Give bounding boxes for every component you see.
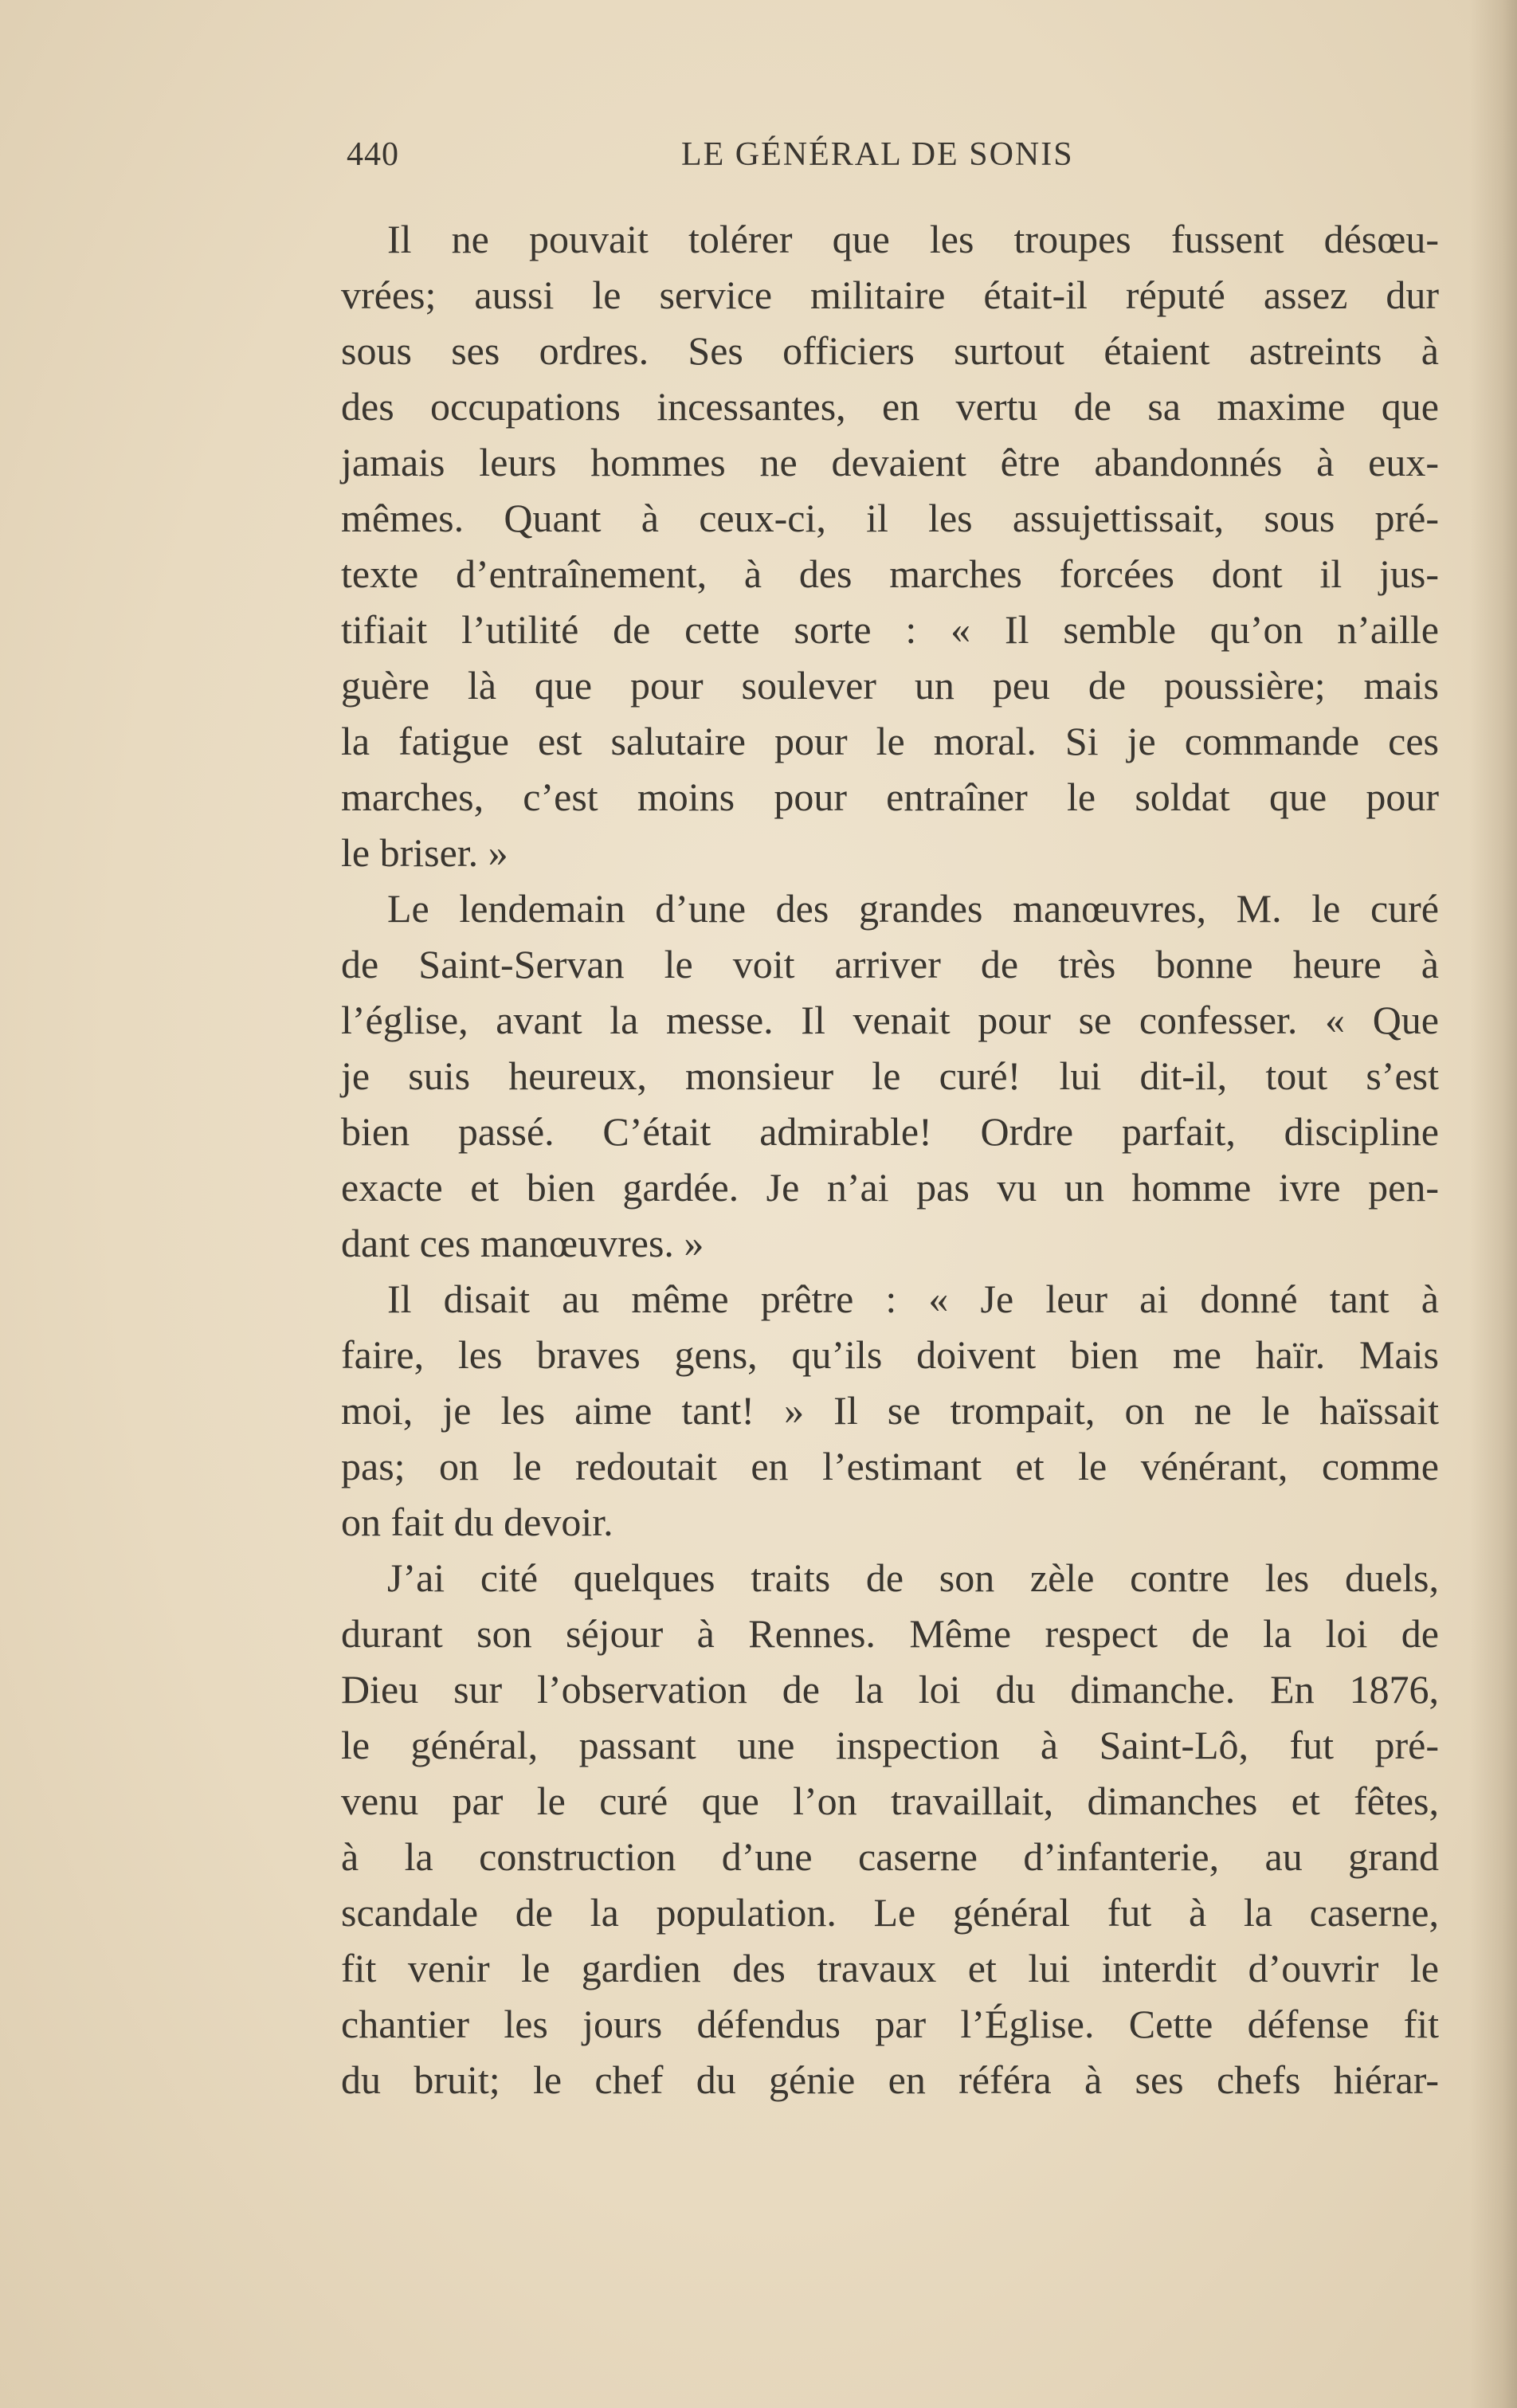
text-line: faire, les braves gens, qu’ils doivent bien me haïr. Mais <box>341 1332 1439 1377</box>
text-line: le briser. » <box>341 830 508 875</box>
text-line: marches, c’est moins pour entraîner le soldat que pour <box>341 775 1439 819</box>
text-line: Le lendemain d’une des grandes manœuvres, M. le curé <box>387 886 1439 931</box>
text-line: sous ses ordres. Ses officiers surtout étaient astreints à <box>341 328 1439 373</box>
text-line: fit venir le gardien des travaux et lui interdit d’ouvrir le <box>341 1946 1439 1990</box>
text-line: mêmes. Quant à ceux-ci, il les assujettissait, sous pré- <box>341 496 1439 540</box>
text-line: scandale de la population. Le général fut à la caserne, <box>341 1890 1439 1935</box>
text-line: guère là que pour soulever un peu de poussière; mais <box>341 663 1439 708</box>
text-line: chantier les jours défendus par l’Église. Cette défense fit <box>341 2002 1439 2046</box>
text-line: l’église, avant la messe. Il venait pour se confesser. « Que <box>341 998 1439 1042</box>
text-line: tifiait l’utilité de cette sorte : « Il semble qu’on n’aille <box>341 607 1439 652</box>
text-line: de Saint-Servan le voit arriver de très bonne heure à <box>341 942 1439 986</box>
text-line: du bruit; le chef du génie en référa à ses chefs hiérar- <box>341 2057 1439 2102</box>
text-line: pas; on le redoutait en l’estimant et le vénérant, comme <box>341 1444 1439 1488</box>
text-line: J’ai cité quelques traits de son zèle contre les duels, <box>387 1555 1439 1600</box>
text-line: vrées; aussi le service militaire était-il réputé assez dur <box>341 273 1439 317</box>
running-title: LE GÉNÉRAL DE SONIS <box>681 136 1074 173</box>
page-header <box>347 135 1438 183</box>
text-line: Il ne pouvait tolérer que les troupes fussent désœu- <box>387 217 1439 261</box>
text-line: le général, passant une inspection à Saint-Lô, fut pré- <box>341 1723 1439 1767</box>
text-line: à la construction d’une caserne d’infanterie, au grand <box>341 1834 1439 1879</box>
text-line: je suis heureux, monsieur le curé! lui dit-il, tout s’est <box>341 1053 1439 1098</box>
text-line: durant son séjour à Rennes. Même respect de la loi de <box>341 1611 1439 1656</box>
page-number: 440 <box>347 136 399 173</box>
text-line: des occupations incessantes, en vertu de sa maxime que <box>341 384 1439 429</box>
body-text <box>341 211 1439 2108</box>
text-line: venu par le curé que l’on travaillait, dimanches et fêtes, <box>341 1779 1439 1823</box>
text-line: texte d’entraînement, à des marches forcées dont il jus- <box>341 551 1439 596</box>
text-line: la fatigue est salutaire pour le moral. Si je commande ces <box>341 719 1439 763</box>
page-edge-shadow <box>1469 0 1517 2408</box>
text-line: moi, je les aime tant! » Il se trompait, on ne le haïssait <box>341 1388 1439 1433</box>
text-line: exacte et bien gardée. Je n’ai pas vu un homme ivre pen- <box>341 1165 1439 1210</box>
text-line: bien passé. C’était admirable! Ordre parfait, discipline <box>341 1109 1439 1154</box>
text-line: on fait du devoir. <box>341 1500 613 1544</box>
text-line: Il disait au même prêtre : « Je leur ai donné tant à <box>387 1277 1439 1321</box>
text-line: Dieu sur l’observation de la loi du dimanche. En 1876, <box>341 1667 1439 1712</box>
text-line: jamais leurs hommes ne devaient être abandonnés à eux- <box>341 440 1439 484</box>
text-line: dant ces manœuvres. » <box>341 1221 704 1265</box>
